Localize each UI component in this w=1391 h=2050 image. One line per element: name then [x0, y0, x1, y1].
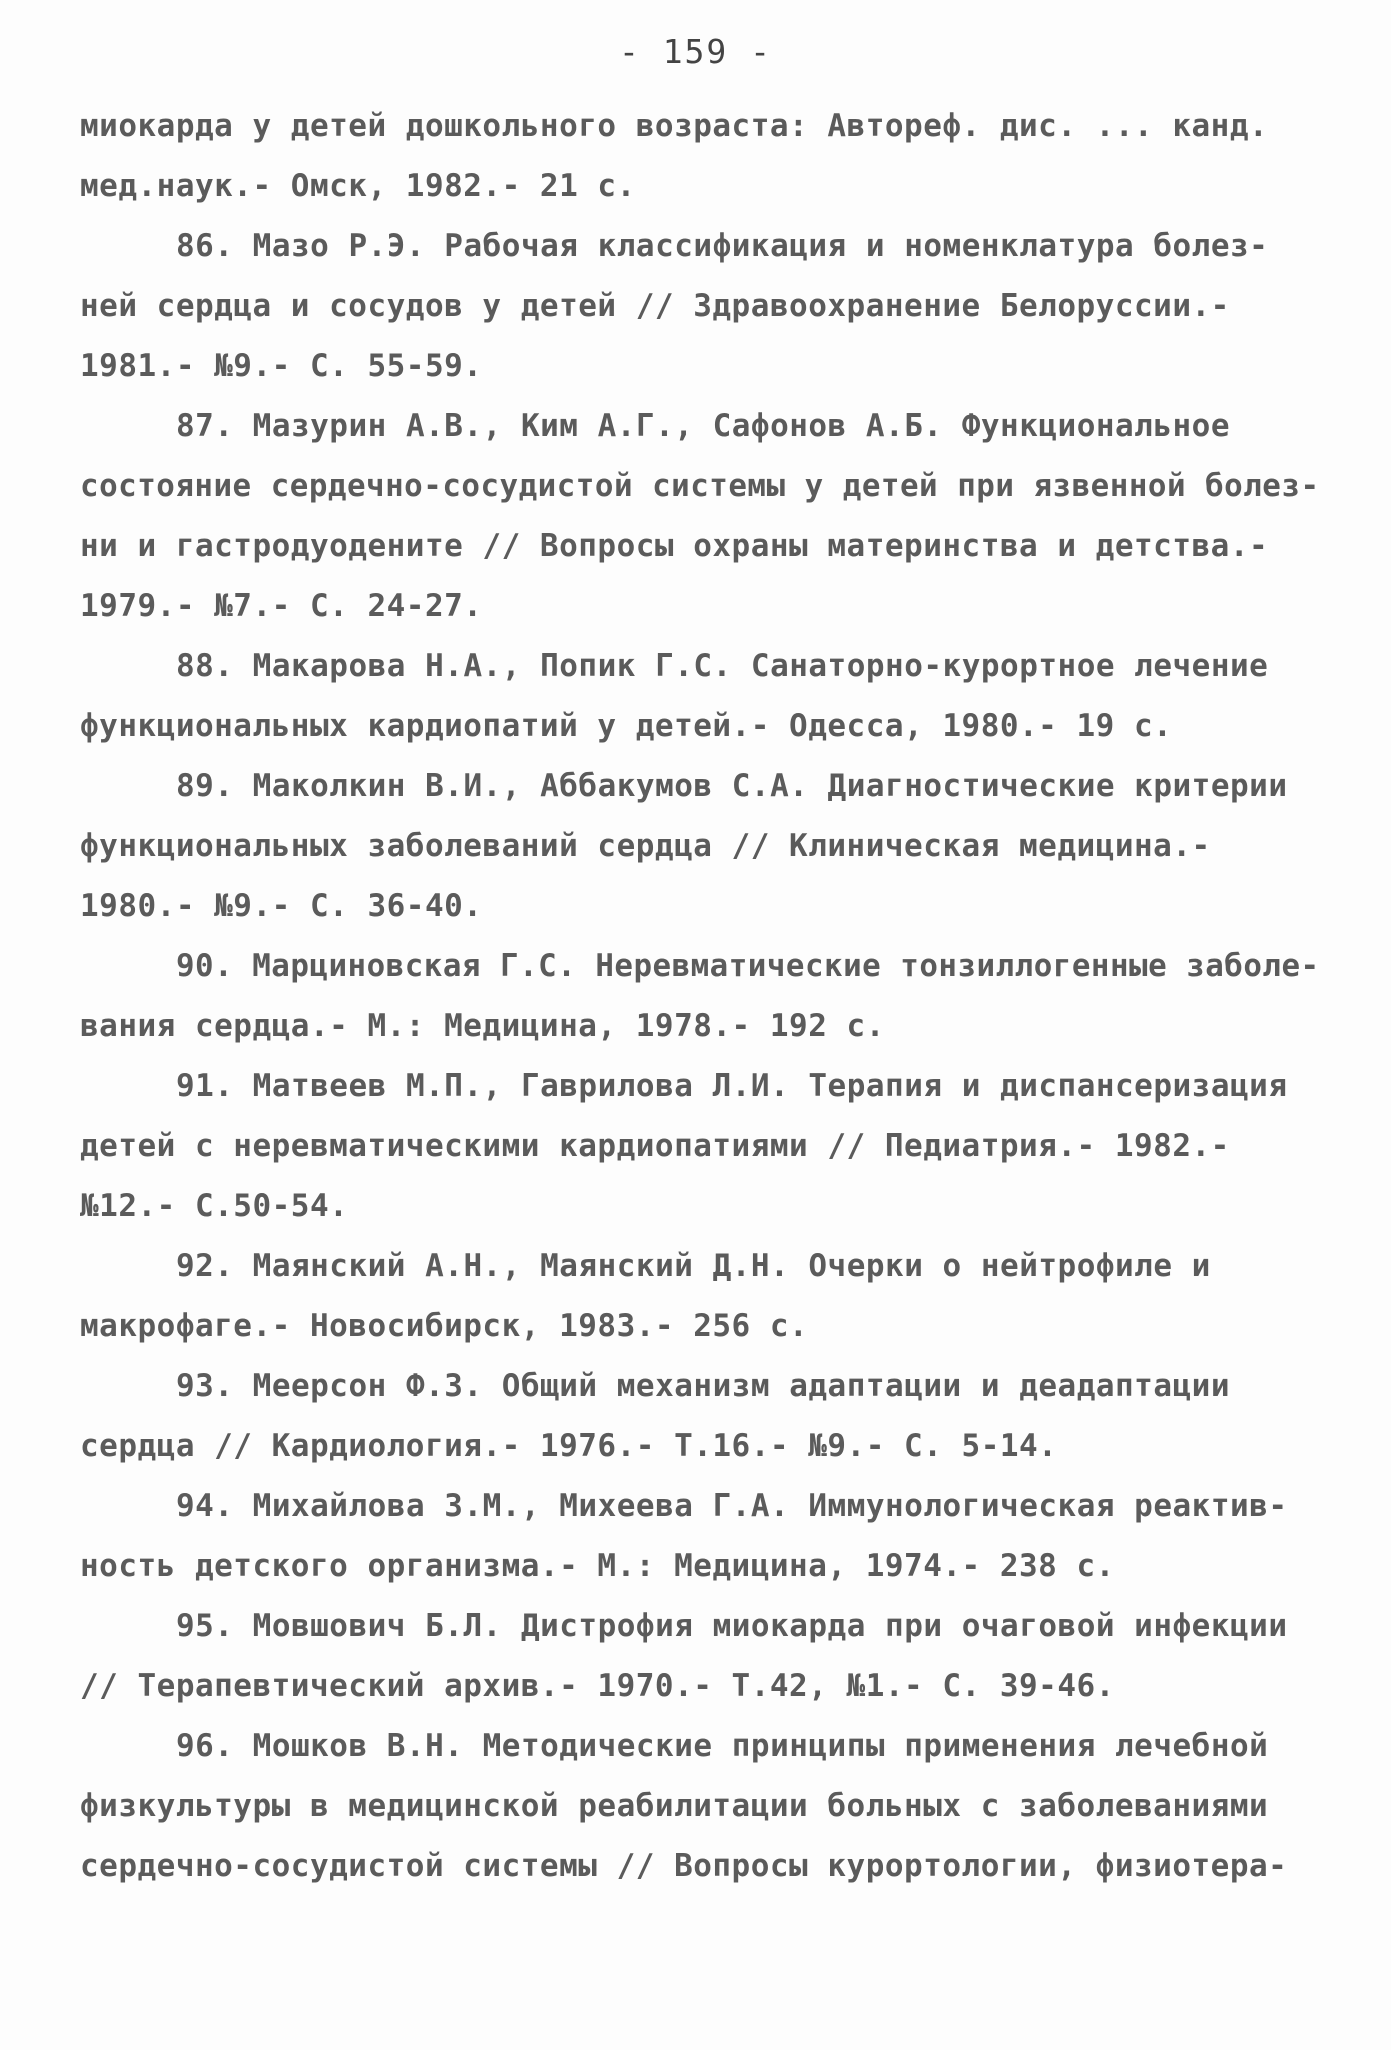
reference-line: 1980.- №9.- С. 36-40. [80, 888, 483, 924]
reference-line: ни и гастродуодените // Вопросы охраны материнства и детства.- [80, 528, 1269, 564]
reference-entry-start: 89. Маколкин В.И., Аббакумов С.А. Диагностические критерии [176, 768, 1288, 804]
reference-line: макрофаге.- Новосибирск, 1983.- 256 с. [80, 1308, 809, 1344]
reference-line: состояние сердечно-сосудистой системы у детей при язвенной болез- [80, 468, 1320, 504]
reference-line: №12.- С.50-54. [80, 1188, 349, 1224]
reference-entry-start: 90. Марциновская Г.С. Неревматические тонзиллогенные заболе- [176, 948, 1320, 984]
reference-entry-start: 87. Мазурин А.В., Ким А.Г., Сафонов А.Б. Функциональное [176, 408, 1230, 444]
reference-entry-start: 93. Меерсон Ф.З. Общий механизм адаптации и деадаптации [176, 1368, 1230, 1404]
reference-line: мед.наук.- Омск, 1982.- 21 с. [80, 168, 636, 204]
reference-entry-start: 91. Матвеев М.П., Гаврилова Л.И. Терапия и диспансеризация [176, 1068, 1288, 1104]
reference-line: функциональных кардиопатий у детей.- Одесса, 1980.- 19 с. [80, 708, 1173, 744]
page-number: - 159 - [618, 32, 773, 71]
reference-entry-start: 96. Мошков В.Н. Методические принципы применения лечебной [176, 1728, 1269, 1764]
reference-line: ней сердца и сосудов у детей // Здравоохранение Белоруссии.- [80, 288, 1230, 324]
reference-line: 1979.- №7.- С. 24-27. [80, 588, 483, 624]
reference-line: // Терапевтический архив.- 1970.- Т.42, №1.- С. 39-46. [80, 1668, 1115, 1704]
reference-line: вания сердца.- М.: Медицина, 1978.- 192 с. [80, 1008, 885, 1044]
reference-line: сердца // Кардиология.- 1976.- Т.16.- №9.- С. 5-14. [80, 1428, 1058, 1464]
reference-line: сердечно-сосудистой системы // Вопросы курортологии, физиотера- [80, 1848, 1288, 1884]
reference-line: ность детского организма.- М.: Медицина, 1974.- 238 с. [80, 1548, 1115, 1584]
bibliography-list [80, 96, 1320, 1896]
reference-line: миокарда у детей дошкольного возраста: Автореф. дис. ... канд. [80, 108, 1269, 144]
reference-line: детей с неревматическими кардиопатиями // Педиатрия.- 1982.- [80, 1128, 1230, 1164]
reference-line: физкультуры в медицинской реабилитации больных с заболеваниями [80, 1788, 1269, 1824]
reference-entry-start: 95. Мовшович Б.Л. Дистрофия миокарда при очаговой инфекции [176, 1608, 1288, 1644]
reference-entry-start: 94. Михайлова З.М., Михеева Г.А. Иммунологическая реактив- [176, 1488, 1288, 1524]
reference-line: функциональных заболеваний сердца // Клиническая медицина.- [80, 828, 1211, 864]
reference-line: 1981.- №9.- С. 55-59. [80, 348, 483, 384]
reference-entry-start: 86. Мазо Р.Э. Рабочая классификация и номенклатура болез- [176, 228, 1269, 264]
reference-entry-start: 88. Макарова Н.А., Попик Г.С. Санаторно-курортное лечение [176, 648, 1269, 684]
reference-entry-start: 92. Маянский А.Н., Маянский Д.Н. Очерки о нейтрофиле и [176, 1248, 1211, 1284]
